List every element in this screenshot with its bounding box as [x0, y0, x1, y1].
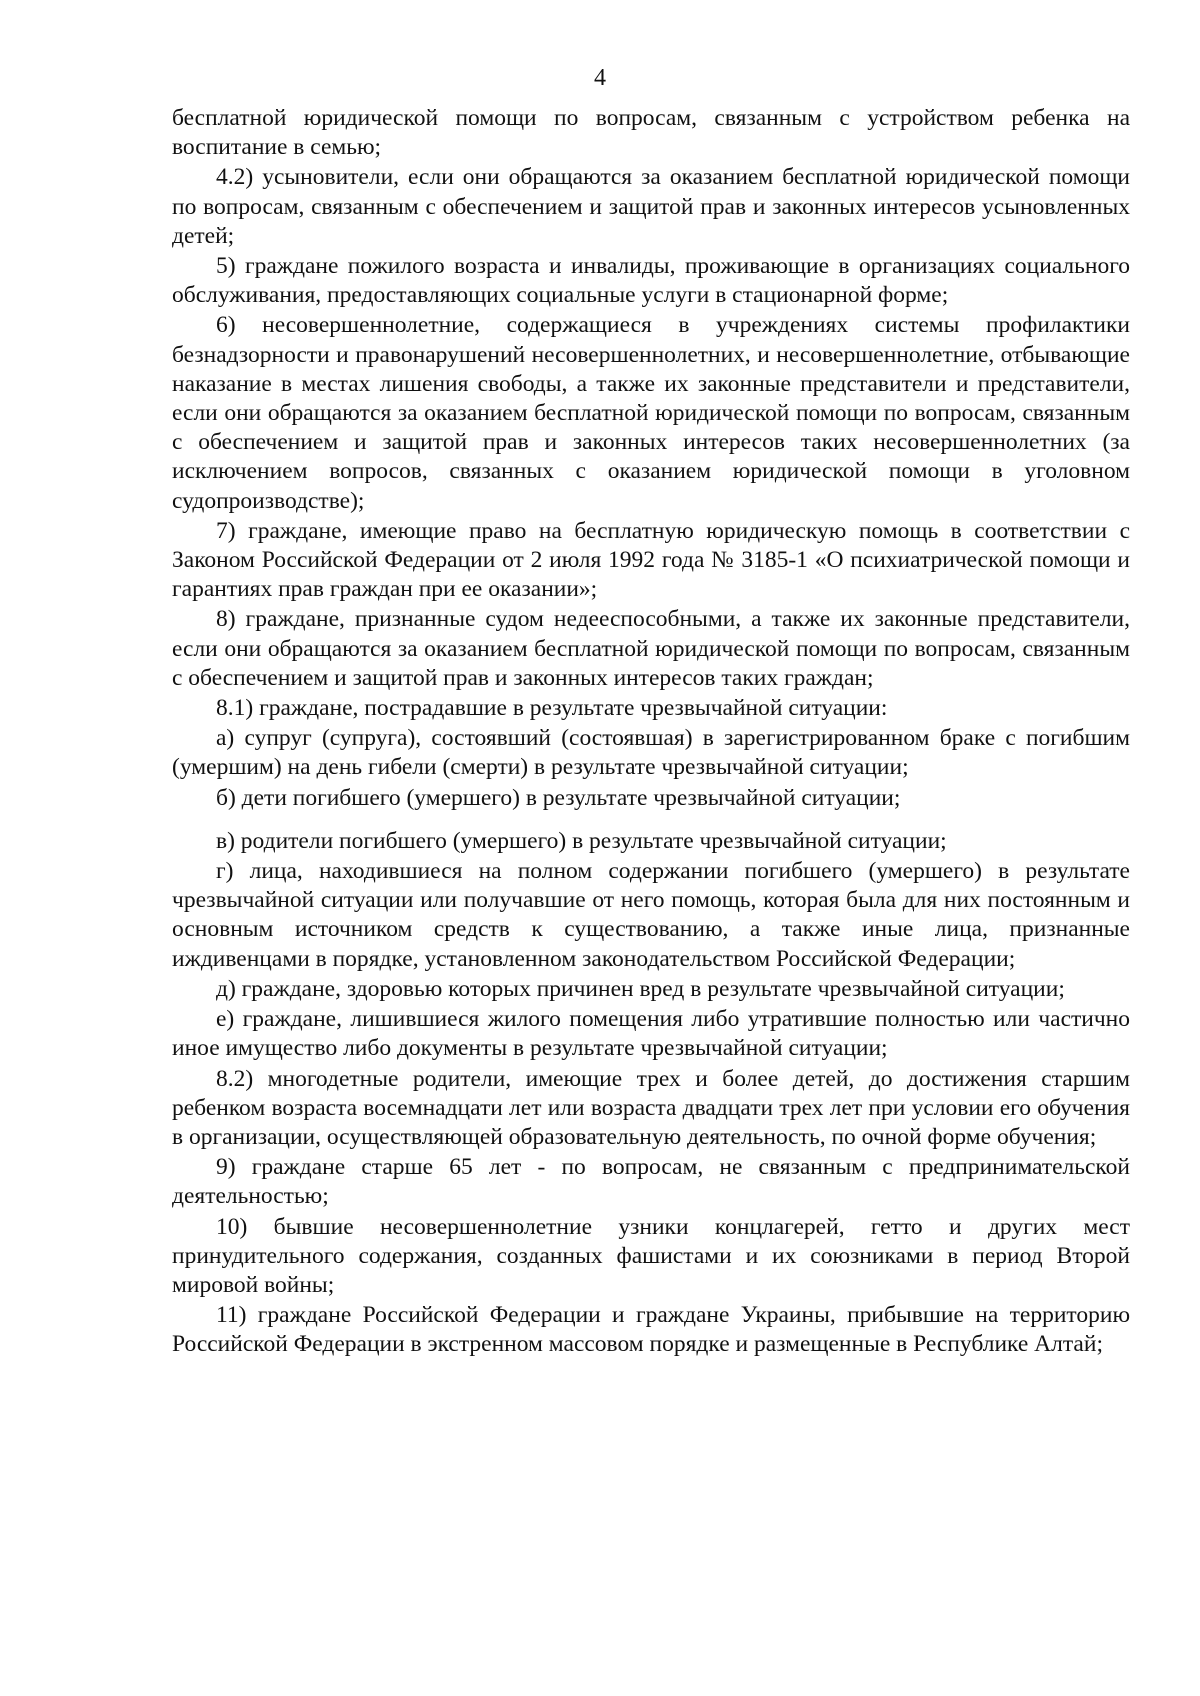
page-number: 4 [594, 65, 606, 91]
paragraph-item-8-1: 8.1) граждане, пострадавшие в результате чрезвычайной ситуации: [216, 695, 888, 722]
paragraph-subitem-d: д) граждане, здоровью которых причинен вред в результате чрезвычайной ситуации; [216, 975, 1065, 1002]
document-body [172, 104, 1130, 1361]
paragraph-item-6: 6) несовершеннолетние, содержащиеся в учреждениях системы профилактики безнадзорности и правонарушений несовершеннолетних, и несовершеннолетние, отбывающие наказание в местах лишения свободы, а также их законные представители и представители, если они обращаются за оказанием бесплатной юридической помощи по вопросам, связанным с обеспечением и защитой прав и законных интересов таких несовершеннолетних (за исключением вопросов, связанных с оказанием юридической помощи в уголовном судопроизводстве); [172, 312, 1130, 514]
paragraph-continuation: бесплатной юридической помощи по вопросам, связанным с устройством ребенка на воспитание в семью; [172, 105, 1130, 161]
paragraph-subitem-v: в) родители погибшего (умершего) в результате чрезвычайной ситуации; [216, 827, 947, 854]
paragraph-item-7: 7) граждане, имеющие право на бесплатную юридическую помощь в соответствии с Законом Российской Федерации от 2 июля 1992 года № 3185-1 «О психиатрической помощи и гарантиях прав граждан при ее оказании»; [172, 517, 1130, 603]
paragraph-item-10: 10) бывшие несовершеннолетние узники концлагерей, гетто и других мест принудительного содержания, созданных фашистами и их союзниками в период Второй мировой войны; [172, 1213, 1130, 1298]
paragraph-item-4-2: 4.2) усыновители, если они обращаются за оказанием бесплатной юридической помощи по вопросам, связанным с обеспечением и защитой прав и законных интересов усыновленных детей; [172, 164, 1130, 249]
paragraph-item-8-2: 8.2) многодетные родители, имеющие трех и более детей, до достижения старшим ребенком возраста восемнадцати лет или возраста двадцати трех лет при условии его обучения в организации, осуществляющей образовательную деятельность, по очной форме обучения; [172, 1065, 1130, 1150]
paragraph-subitem-e: е) граждане, лишившиеся жилого помещения либо утратившие полностью или частично иное имущество либо документы в результате чрезвычайной ситуации; [172, 1006, 1130, 1062]
paragraph-subitem-b: б) дети погибшего (умершего) в результате чрезвычайной ситуации; [216, 784, 901, 811]
paragraph-item-5: 5) граждане пожилого возраста и инвалиды, проживающие в организациях социального обслуживания, предоставляющих социальные услуги в стационарной форме; [172, 253, 1130, 309]
paragraph-item-9: 9) граждане старше 65 лет - по вопросам, не связанным с предпринимательской деятельностью; [172, 1154, 1130, 1210]
paragraph-subitem-g: г) лица, находившиеся на полном содержании погибшего (умершего) в результате чрезвычайной ситуации или получавшие от него помощь, которая была для них постоянным и основным источником средств к существованию, а также иные лица, признанные иждивенцами в порядке, установленном законодательством Российской Федерации; [172, 858, 1130, 972]
paragraph-item-8: 8) граждане, признанные судом недееспособными, а также их законные представители, если они обращаются за оказанием бесплатной юридической помощи по вопросам, связанным с обеспечением и защитой прав и законных интересов таких граждан; [172, 606, 1130, 691]
paragraph-subitem-a: а) супруг (супруга), состоявший (состоявшая) в зарегистрированном браке с погибшим (умершим) на день гибели (смерти) в результате чрезвычайной ситуации; [172, 725, 1130, 781]
paragraph-item-11: 11) граждане Российской Федерации и граждане Украины, прибывшие на территорию Российской Федерации в экстренном массовом порядке и размещенные в Республике Алтай; [172, 1302, 1130, 1358]
